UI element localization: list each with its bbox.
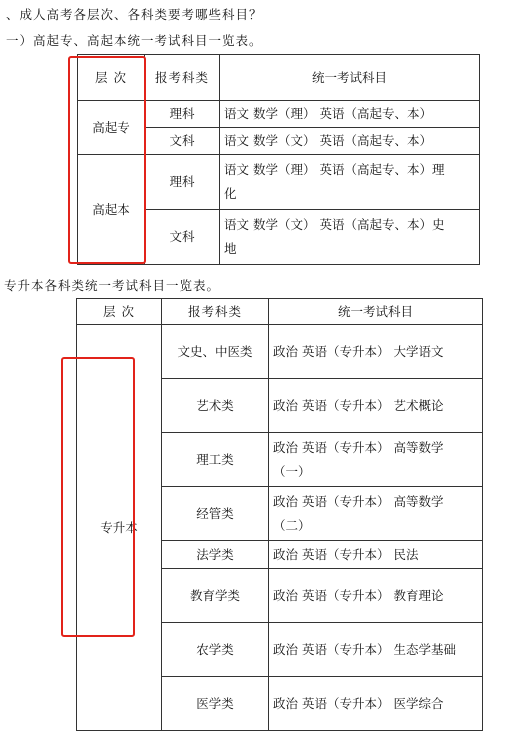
subjects-cell: 语文 数学（文） 英语（高起专、本）史地: [220, 210, 480, 265]
level-cell: 高起专: [78, 101, 145, 155]
level-cell: 高起本: [78, 155, 145, 265]
subject-type-cell: 教育学类: [162, 569, 269, 623]
subject-type-cell: 理科: [145, 101, 220, 128]
header-level: 层 次: [77, 299, 162, 325]
level-cell: 专升本: [77, 325, 162, 731]
subjects-cell: 政治 英语（专升本） 生态学基础: [269, 623, 483, 677]
subject-type-cell: 经管类: [162, 487, 269, 541]
table-row: [78, 101, 480, 128]
question-title: 、成人高考各层次、各科类要考哪些科目？: [6, 7, 263, 22]
table-header-row: [77, 299, 483, 325]
subject-type-cell: 理科: [145, 155, 220, 210]
subject-type-cell: 文科: [145, 128, 220, 155]
section2-title: 专升本各科类统一考试科目一览表。: [4, 278, 221, 293]
subjects-cell: 政治 英语（专升本） 艺术概论: [269, 379, 483, 433]
subjects-cell: 政治 英语（专升本） 教育理论: [269, 569, 483, 623]
zhuanshengben-subjects-table: [76, 298, 483, 731]
subjects-cell: 政治 英语（专升本） 大学语文: [269, 325, 483, 379]
header-subject-type: 报考科类: [162, 299, 269, 325]
table-row: [78, 155, 480, 210]
header-subjects: 统一考试科目: [269, 299, 483, 325]
section1-title: 一）高起专、高起本统一考试科目一览表。: [6, 33, 263, 48]
subjects-cell: 语文 数学（理） 英语（高起专、本）: [220, 101, 480, 128]
subject-type-cell: 农学类: [162, 623, 269, 677]
subject-type-cell: 理工类: [162, 433, 269, 487]
subjects-cell: 语文 数学（理） 英语（高起专、本）理化: [220, 155, 480, 210]
subjects-cell: 政治 英语（专升本） 民法: [269, 541, 483, 569]
subject-type-cell: 艺术类: [162, 379, 269, 433]
subjects-cell: 政治 英语（专升本） 医学综合: [269, 677, 483, 731]
table-row: [77, 325, 483, 379]
gaoqi-subjects-table: [77, 54, 480, 265]
subject-type-cell: 文史、中医类: [162, 325, 269, 379]
subjects-cell: 政治 英语（专升本） 高等数学（二）: [269, 487, 483, 541]
table-header-row: [78, 55, 480, 101]
header-level: 层 次: [78, 55, 145, 101]
subject-type-cell: 文科: [145, 210, 220, 265]
subject-type-cell: 医学类: [162, 677, 269, 731]
subjects-cell: 语文 数学（文） 英语（高起专、本）: [220, 128, 480, 155]
subjects-cell: 政治 英语（专升本） 高等数学（一）: [269, 433, 483, 487]
header-subject-type: 报考科类: [145, 55, 220, 101]
subject-type-cell: 法学类: [162, 541, 269, 569]
header-subjects: 统一考试科目: [220, 55, 480, 101]
